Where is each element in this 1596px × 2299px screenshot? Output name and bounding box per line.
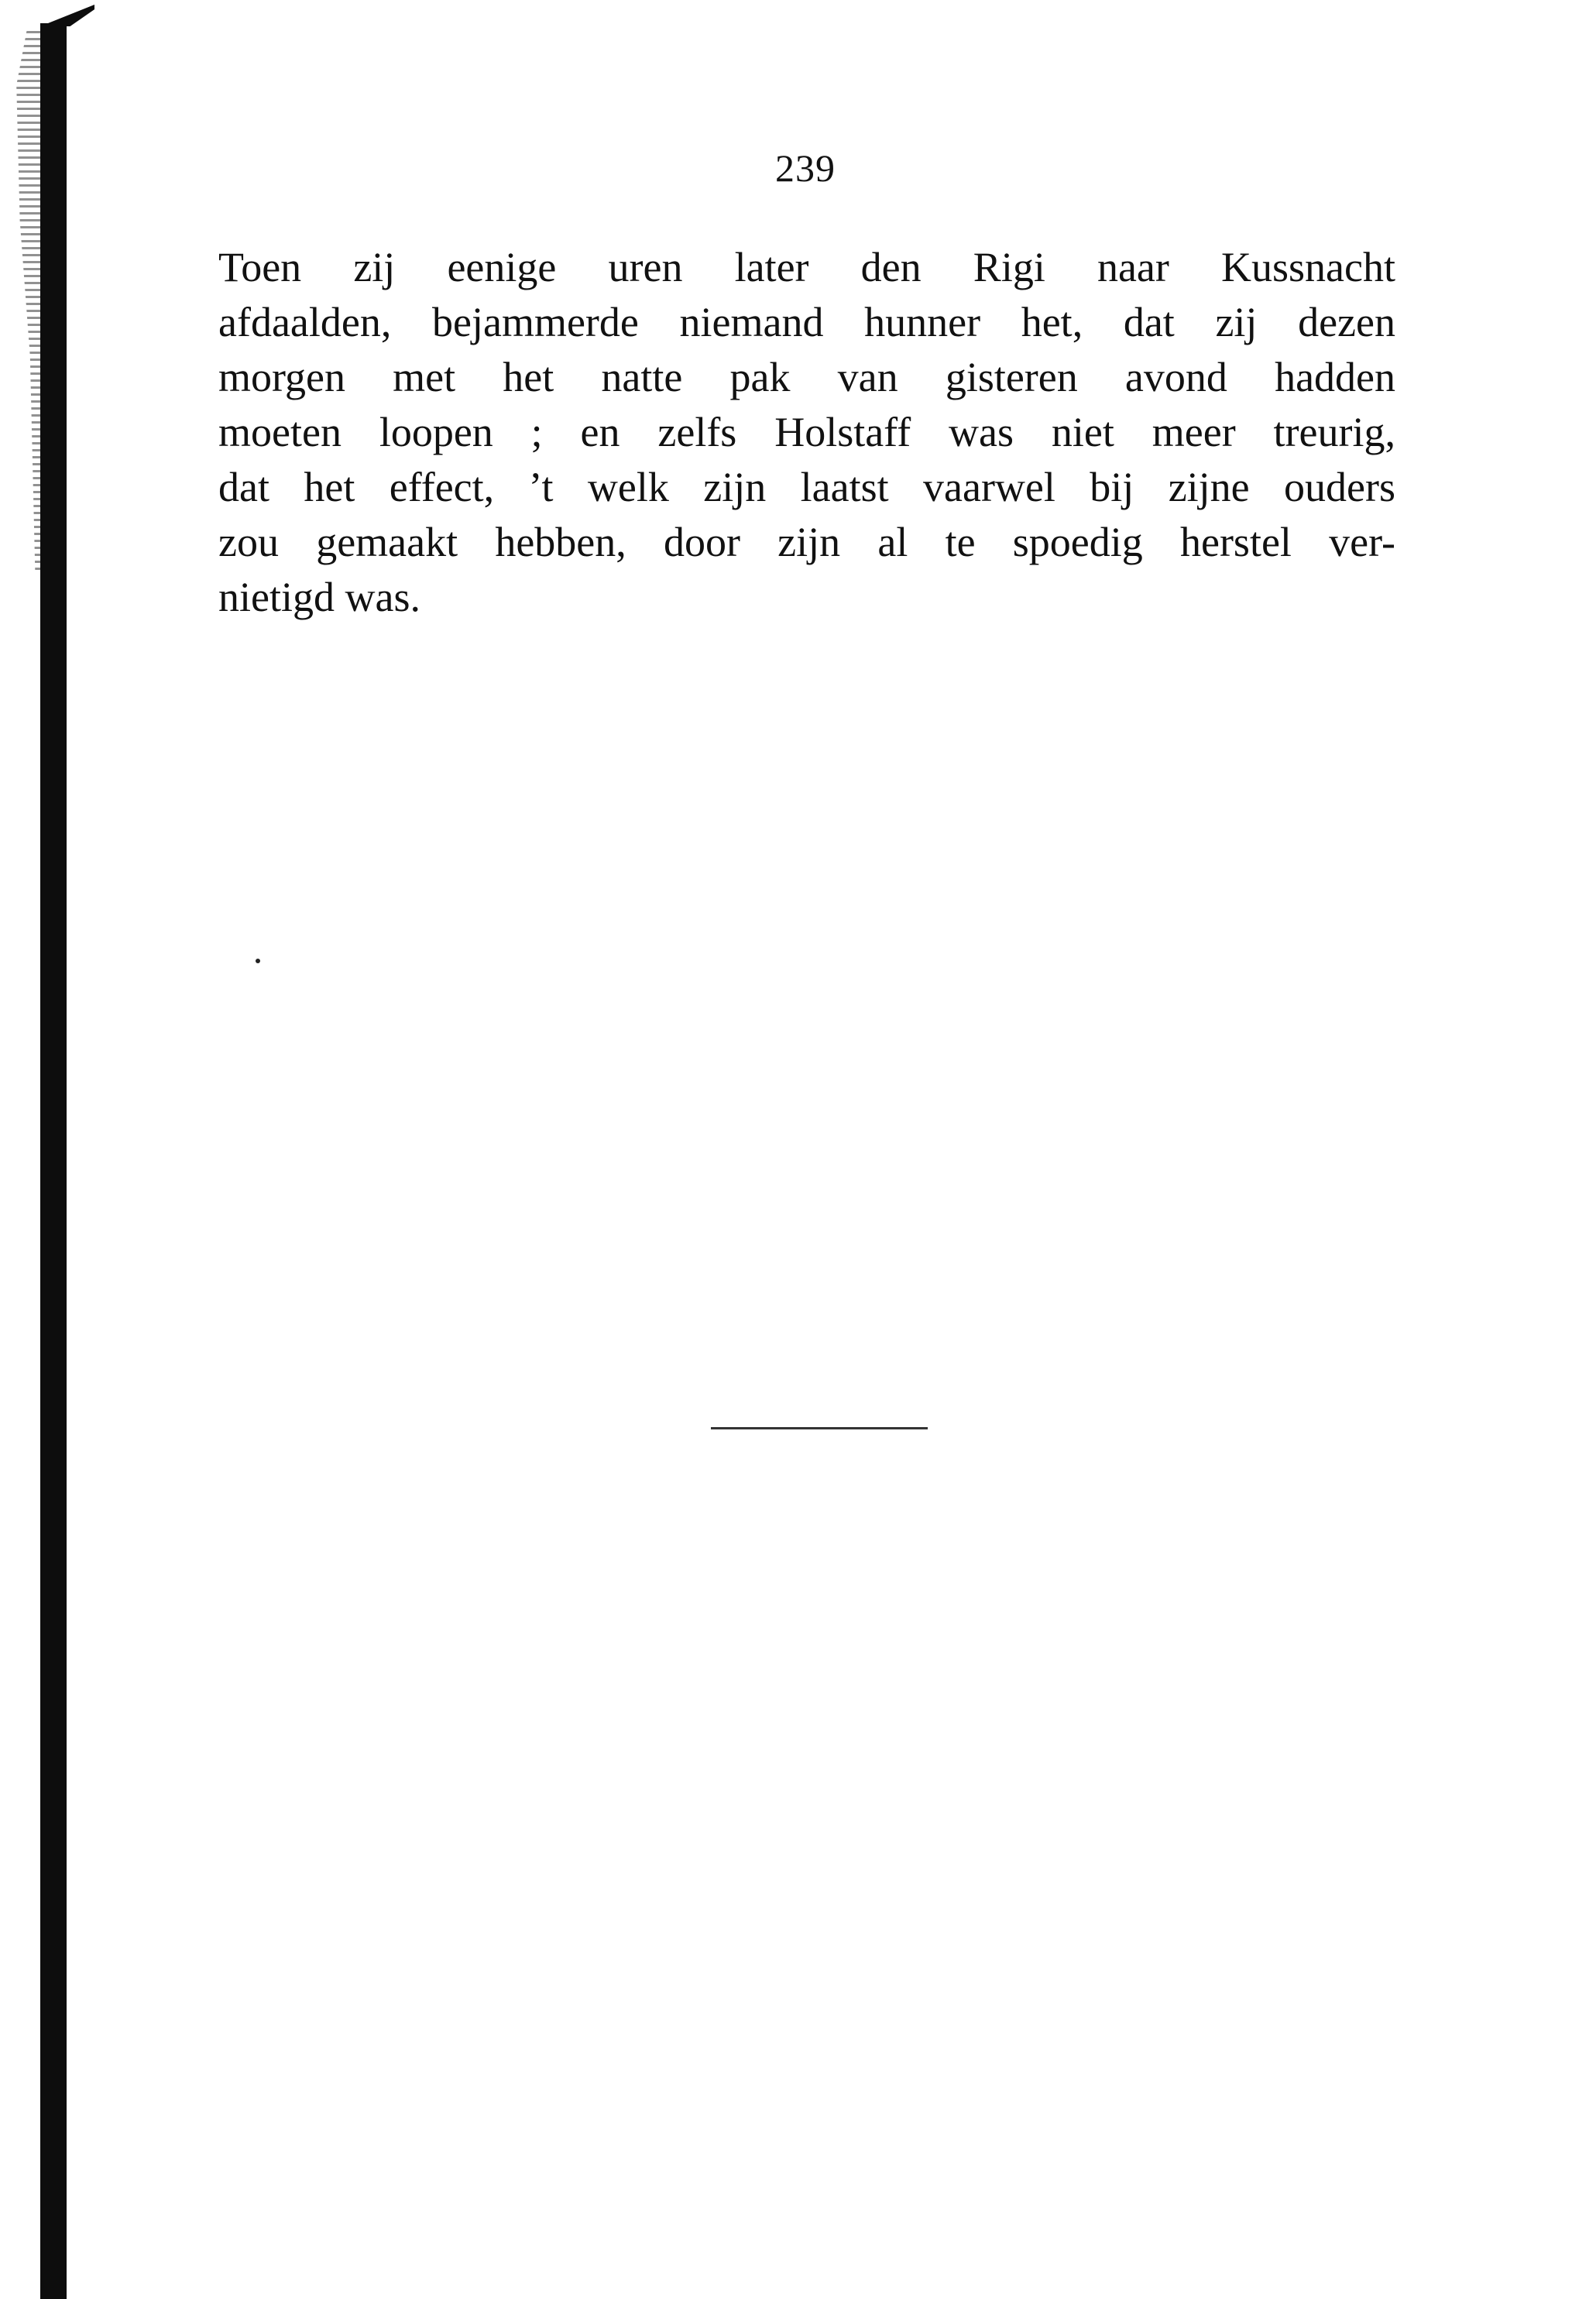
text-line: moeten loopen ; en zelfs Holstaff was niet meer treurig,	[218, 409, 1395, 455]
binding-shadow	[6, 31, 40, 573]
text-line: nietigd was.	[218, 574, 420, 620]
section-divider	[711, 1427, 928, 1429]
text-line: morgen met het natte pak van gisteren avond hadden	[218, 354, 1395, 400]
text-line: afdaalden, bejammerde niemand hunner het, dat zij dezen	[218, 299, 1395, 345]
text-line: zou gemaakt hebben, door zijn al te spoedig herstel ver-	[218, 519, 1395, 565]
binding-edge	[40, 23, 67, 2299]
page-number: 239	[775, 146, 836, 190]
paper-speck	[256, 959, 260, 963]
body-paragraph	[218, 240, 1395, 625]
text-line: Toen zij eenige uren later den Rigi naar Kussnacht	[218, 244, 1395, 290]
text-line: dat het effect, ’t welk zijn laatst vaarwel bij zijne ouders	[218, 464, 1395, 510]
